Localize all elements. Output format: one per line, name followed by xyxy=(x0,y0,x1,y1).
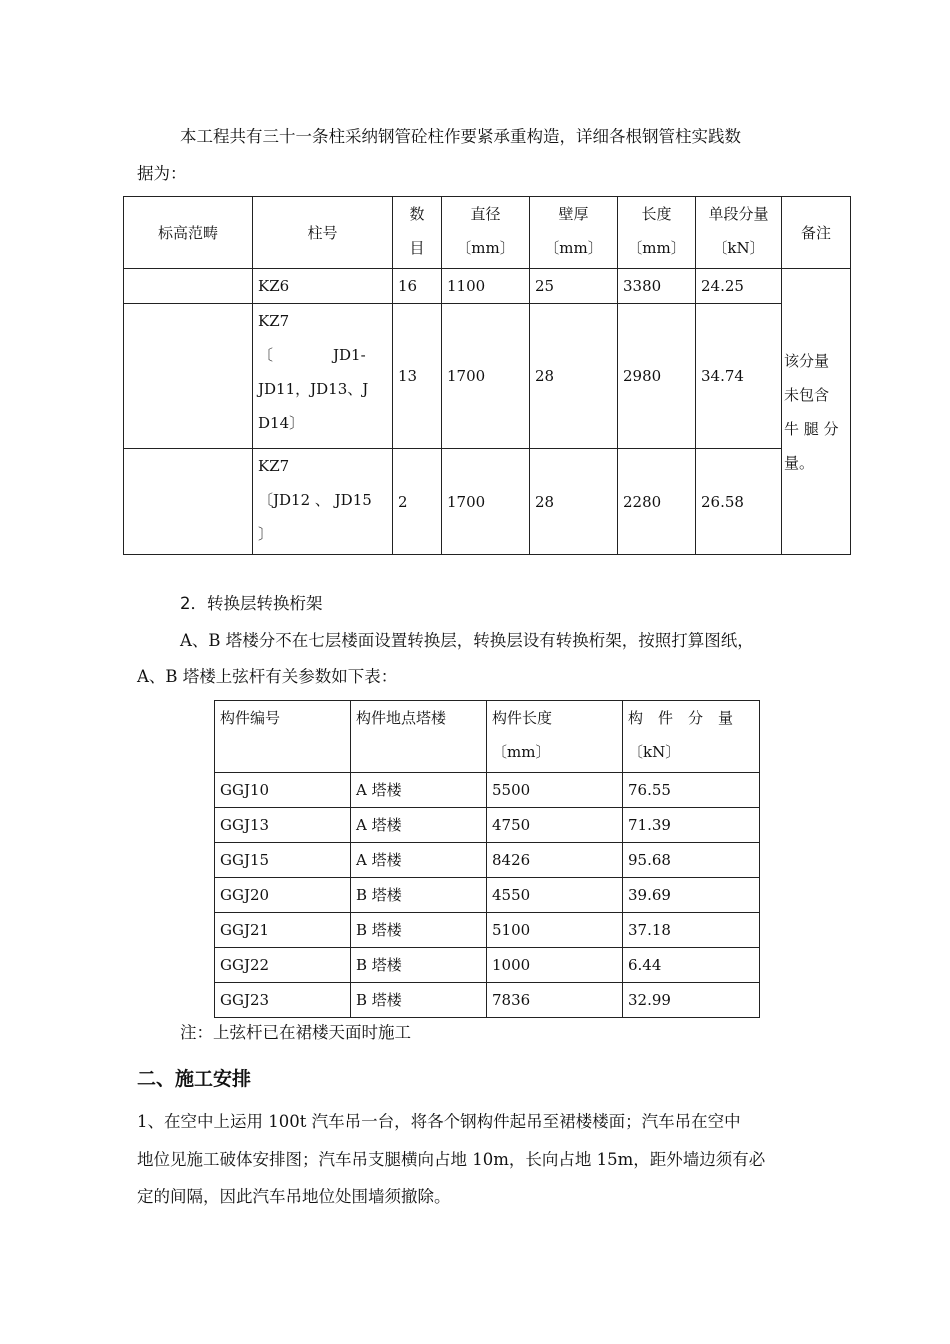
chapter-line-2: 地位见施工破体安排图；汽车吊支腿横向占地 10m，长向占地 15m，距外墙边须有必 xyxy=(137,1150,766,1169)
cell-length: 2980 xyxy=(618,304,696,449)
table-footnote: 注：上弦杆已在裙楼天面时施工 xyxy=(180,1023,411,1042)
cell-id: GGJ22 xyxy=(215,948,351,983)
table-row xyxy=(124,449,851,555)
cell-length: 5500 xyxy=(487,773,623,808)
header-diameter: 直径 〔mm〕 xyxy=(442,197,530,269)
cell-column-no: KZ7 〔 JD1- JD11，JD13、J D14〕 xyxy=(253,304,393,449)
header-wall-thickness: 壁厚 〔mm〕 xyxy=(530,197,618,269)
cell-tower: A 塔楼 xyxy=(351,773,487,808)
header-member-length: 构件长度 〔mm〕 xyxy=(487,701,623,773)
chapter-title: 二、施工安排 xyxy=(137,1068,252,1090)
cell-count: 2 xyxy=(393,449,442,555)
chapter-line-3: 定的间隔，因此汽车吊地位处围墙须撤除。 xyxy=(137,1187,451,1206)
table-row xyxy=(124,304,851,449)
cell-length: 8426 xyxy=(487,843,623,878)
cell-length: 5100 xyxy=(487,913,623,948)
cell-length: 3380 xyxy=(618,269,696,304)
cell-diameter: 1700 xyxy=(442,304,530,449)
cell-diameter: 1100 xyxy=(442,269,530,304)
cell-length: 4750 xyxy=(487,808,623,843)
table-row xyxy=(124,269,851,304)
cell-weight: 76.55 xyxy=(623,773,760,808)
cell-id: GGJ21 xyxy=(215,913,351,948)
cell-weight: 39.69 xyxy=(623,878,760,913)
cell-tower: B 塔楼 xyxy=(351,878,487,913)
header-tower: 构件地点塔楼 xyxy=(351,701,487,773)
cell-weight: 37.18 xyxy=(623,913,760,948)
header-remarks: 备注 xyxy=(782,197,851,269)
header-member-weight: 构 件 分 量 〔kN〕 xyxy=(623,701,760,773)
cell-length: 2280 xyxy=(618,449,696,555)
table-row xyxy=(215,843,760,878)
cell-tower: B 塔楼 xyxy=(351,913,487,948)
chapter-line-1: 1、在空中上运用 100t 汽车吊一台，将各个钢构件起吊至裙楼楼面；汽车吊在空中 xyxy=(137,1112,741,1131)
cell-weight: 95.68 xyxy=(623,843,760,878)
cell-column-no: KZ7 〔JD12 、 JD15 〕 xyxy=(253,449,393,555)
cell-weight: 71.39 xyxy=(623,808,760,843)
cell-tower: A 塔楼 xyxy=(351,843,487,878)
table-row xyxy=(215,773,760,808)
cell-tower: A 塔楼 xyxy=(351,808,487,843)
cell-id: GGJ23 xyxy=(215,983,351,1018)
table-row xyxy=(215,808,760,843)
cell-elevation xyxy=(124,304,253,449)
cell-wall: 28 xyxy=(530,304,618,449)
cell-wall: 28 xyxy=(530,449,618,555)
cell-tower: B 塔楼 xyxy=(351,983,487,1018)
section-para-2: A、B 塔楼上弦杆有关参数如下表： xyxy=(137,667,398,686)
cell-elevation xyxy=(124,449,253,555)
cell-weight: 6.44 xyxy=(623,948,760,983)
cell-id: GGJ15 xyxy=(215,843,351,878)
header-elevation: 标高范畴 xyxy=(124,197,253,269)
cell-length: 4550 xyxy=(487,878,623,913)
cell-weight: 26.58 xyxy=(696,449,782,555)
cell-tower: B 塔楼 xyxy=(351,948,487,983)
cell-wall: 25 xyxy=(530,269,618,304)
header-column-no: 柱号 xyxy=(253,197,393,269)
table-row xyxy=(215,948,760,983)
cell-elevation xyxy=(124,269,253,304)
cell-column-no: KZ6 xyxy=(253,269,393,304)
cell-weight: 34.74 xyxy=(696,304,782,449)
cell-count: 16 xyxy=(393,269,442,304)
cell-id: GGJ20 xyxy=(215,878,351,913)
table-row xyxy=(215,913,760,948)
section-heading: 2．转换层转换桁架 xyxy=(180,594,323,613)
cell-weight: 32.99 xyxy=(623,983,760,1018)
cell-length: 1000 xyxy=(487,948,623,983)
cell-diameter: 1700 xyxy=(442,449,530,555)
steel-column-table xyxy=(123,196,851,555)
header-count: 数 目 xyxy=(393,197,442,269)
truss-chord-table xyxy=(214,700,760,1018)
section-para-1: A、B 塔楼分不在七层楼面设置转换层，转换层设有转换桁架，按照打算图纸， xyxy=(180,631,754,650)
cell-id: GGJ10 xyxy=(215,773,351,808)
cell-length: 7836 xyxy=(487,983,623,1018)
intro-line-1: 本工程共有三十一条柱采纳钢管砼柱作要紧承重构造，详细各根钢管柱实践数 xyxy=(180,127,741,146)
cell-remarks: 该分量 未包含 牛 腿 分 量。 xyxy=(782,269,851,555)
cell-weight: 24.25 xyxy=(696,269,782,304)
cell-count: 13 xyxy=(393,304,442,449)
table-row xyxy=(215,983,760,1018)
header-length: 长度 〔mm〕 xyxy=(618,197,696,269)
header-unit-weight: 单段分量 〔kN〕 xyxy=(696,197,782,269)
header-member-id: 构件编号 xyxy=(215,701,351,773)
table-row xyxy=(215,878,760,913)
cell-id: GGJ13 xyxy=(215,808,351,843)
intro-line-2: 据为： xyxy=(137,164,187,183)
